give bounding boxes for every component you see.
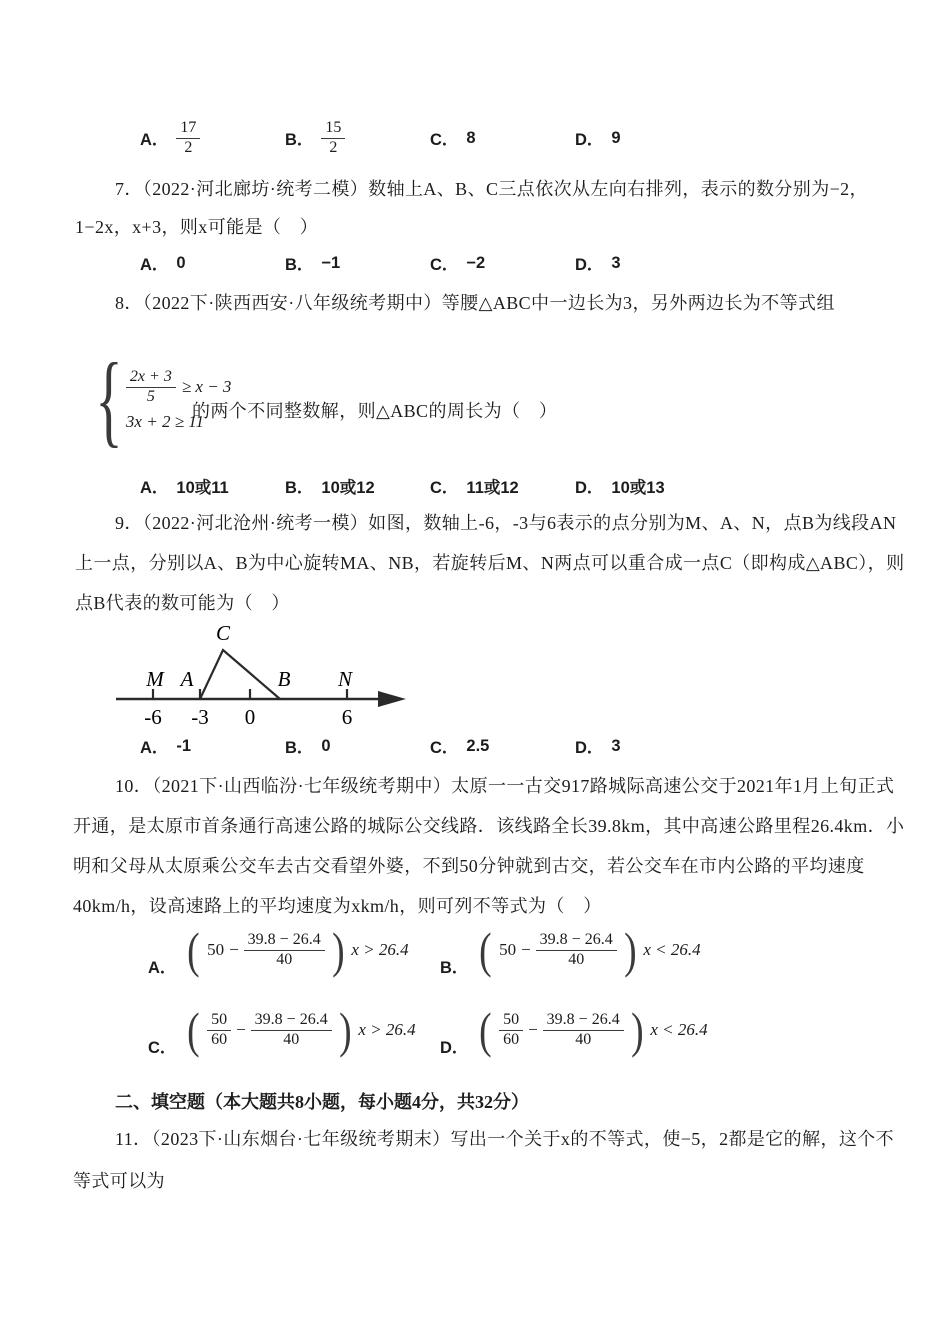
option-label: A． [140,131,169,149]
option-label: D． [575,256,604,274]
fraction [536,931,617,969]
tick-label-minus3: -3 [191,705,209,729]
q7-line1: 7．（2022·河北廊坊·统考二模）数轴上A、B、C三点依次从左向右排列，表示的数分别为−2， [115,179,868,199]
section2-title: 二、填空题 [115,1092,205,1112]
option-value: -1 [176,736,192,755]
number-line-arrow-icon [378,691,406,707]
q10-line4: 40km/h，设高速路上的平均速度为xkm/h，则可列不等式为（ ） [73,896,602,916]
q7-options-row [140,251,720,275]
q7-line2: 1−2x，x+3，则x可能是（ ） [75,217,319,237]
option-label: C． [148,1039,177,1057]
option-label: D． [440,1039,469,1057]
right-paren: ) [338,1002,352,1058]
q6-options-row [140,112,720,164]
q10-line2: 开通，是太原市首条通行高速公路的城际公交线路．该线路全长39.8km，其中高速公路里程26.4km．小 [73,816,905,836]
option-label: B． [285,131,314,149]
minus-sign: − [528,1020,538,1039]
option-label: B． [285,479,314,497]
fraction-numerator: 2x + 3 [126,368,176,387]
option-value: 10或13 [611,479,665,497]
q9-line3: 点B代表的数可能为（ ） [75,593,290,613]
label-A: A [180,667,194,691]
option-value: 10或11 [176,479,229,497]
formula-first-term: 50 [499,940,517,959]
fraction [207,1011,231,1049]
option-label: C． [430,739,459,757]
q9-option-a [140,734,285,758]
q10-option-d [440,1002,708,1058]
q8-tail-text: 的两个不同整数解，则△ABC的周长为（ ） [192,401,558,421]
option-value: 11或12 [466,479,519,497]
option-value: 3 [611,253,621,272]
q6-option-b [285,119,430,157]
q8-option-b [285,474,430,498]
fraction-denominator: 40 [276,950,293,968]
fraction [244,931,325,969]
q9-line2: 上一点，分别以A、B为中心旋转MA、NB，若旋转后M、N两点可以重合成一点C（即构成△ABC），则 [75,553,905,573]
option-label: D． [575,131,604,149]
q11-line2: 等式可以为 [73,1171,165,1191]
row1-rhs: ≥ x − 3 [181,377,232,396]
q9-option-c [430,734,575,758]
left-paren: ( [479,1002,492,1058]
fraction [499,1011,523,1049]
right-paren: ) [630,1002,644,1058]
option-label: A． [140,256,169,274]
formula-tail: x > 26.4 [351,940,409,959]
option-label: A． [140,739,169,757]
q8-option-c [430,474,575,498]
option-label: C． [430,131,459,149]
fraction-numerator: 39.8 − 26.4 [543,1011,624,1030]
formula-tail: x < 26.4 [643,940,701,959]
option-value: −2 [466,253,486,272]
triangle-abc [200,650,280,699]
q9-line1: 9．（2022·河北沧州·统考一模）如图，数轴上-6，-3与6表示的点分别为M、A、N，点B为线段AN [115,513,897,533]
fraction [176,119,200,157]
fraction [321,119,345,157]
q6-option-d [575,126,720,150]
tick-label-minus6: -6 [144,705,162,729]
tick-label-zero: 0 [244,705,256,729]
q6-option-a [140,119,285,157]
label-N: N [337,667,353,691]
fraction-denominator: 60 [503,1030,520,1048]
option-value: 3 [611,736,621,755]
formula-tail: x > 26.4 [358,1020,416,1039]
option-value: 2.5 [466,736,490,755]
left-paren: ( [187,922,200,978]
q8-options-row [140,474,720,498]
fraction-numerator: 39.8 − 26.4 [251,1011,332,1030]
number-line-diagram [110,622,420,740]
option-value: 10或12 [321,479,375,497]
right-paren: ) [331,922,345,978]
curly-brace: { [95,341,123,457]
fraction-denominator: 60 [211,1030,228,1048]
option-label: D． [575,739,604,757]
fraction-numerator: 50 [207,1011,231,1030]
left-paren: ( [479,922,492,978]
fraction-denominator: 2 [184,138,193,156]
q10-line3: 明和父母从太原乘公交车去古交看望外婆，不到50分钟就到古交，若公交车在市内公路的平均速度 [73,856,865,876]
option-label: C． [430,479,459,497]
fraction-numerator: 39.8 − 26.4 [536,931,617,950]
q9-option-b [285,734,430,758]
q9-options-row [140,734,720,758]
q10-option-a [148,922,409,978]
q10-option-c [148,1002,416,1058]
option-label: A． [148,959,177,977]
q7-option-b [285,251,430,275]
formula-first-term: 50 [207,940,225,959]
fraction [251,1011,332,1049]
option-value: 0 [321,736,331,755]
option-value: 8 [466,128,476,147]
q8-option-a [140,474,285,498]
option-label: B． [440,959,469,977]
q7-option-a [140,251,285,275]
minus-sign: − [521,940,531,959]
label-C: C [215,622,231,645]
fraction-denominator: 2 [329,138,338,156]
fraction-denominator: 40 [568,950,585,968]
option-value: 0 [176,253,186,272]
left-paren: ( [187,1002,200,1058]
fraction-denominator: 40 [283,1030,300,1048]
option-label: A． [140,479,169,497]
q11-line1: 11．（2023下·山东烟台·七年级统考期末）写出一个关于x的不等式，使−5，2都是它的解，这个不 [115,1129,895,1149]
minus-sign: − [236,1020,246,1039]
q10-option-b [440,922,701,978]
system-row-2: 3x + 2 ≥ 11 [125,411,205,431]
q9-option-d [575,734,720,758]
label-B: B [277,667,291,691]
q10-line1: 10．（2021下·山西临汾·七年级统考期中）太原一一古交917路城际高速公交于2021年1月上旬正式 [115,776,895,796]
q8-line1: 8．（2022下·陕西西安·八年级统考期中）等腰△ABC中一边长为3，另外两边长为不等式组 [115,293,835,313]
q6-option-c [430,126,575,150]
q7-option-c [430,251,575,275]
fraction [126,368,176,406]
fraction [543,1011,624,1049]
label-M: M [146,667,164,691]
option-value: 9 [611,128,621,147]
fraction-numerator: 15 [321,119,345,138]
option-label: C． [430,256,459,274]
option-label: D． [575,479,604,497]
option-label: B． [285,739,314,757]
formula-tail: x < 26.4 [650,1020,708,1039]
fraction-numerator: 50 [499,1011,523,1030]
section2-meta: （本大题共8小题，每小题4分，共32分） [205,1092,529,1112]
fraction-numerator: 39.8 − 26.4 [244,931,325,950]
fraction-denominator: 5 [146,387,155,405]
q8-option-d [575,474,720,498]
section2-header [115,1088,529,1114]
q7-option-d [575,251,720,275]
tick-label-six: 6 [341,705,353,729]
fraction-denominator: 40 [575,1030,592,1048]
option-value: −1 [321,253,341,272]
right-paren: ) [623,922,637,978]
option-label: B． [285,256,314,274]
minus-sign: − [229,940,239,959]
fraction-numerator: 17 [176,119,200,138]
